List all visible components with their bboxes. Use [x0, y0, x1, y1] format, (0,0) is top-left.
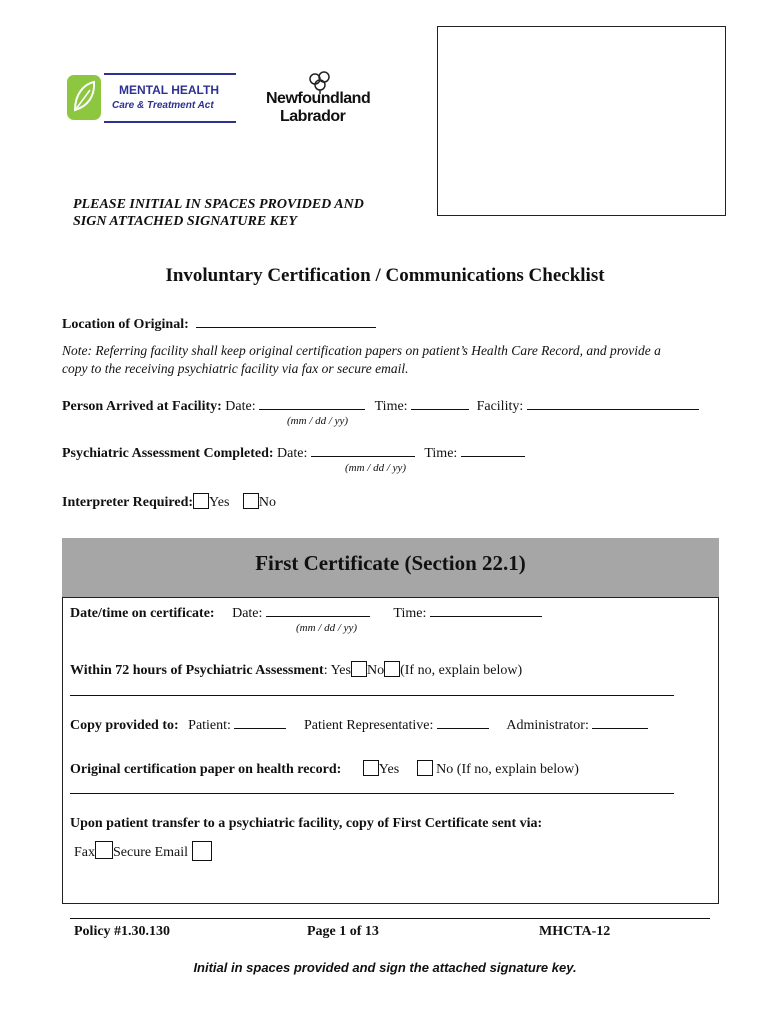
cert-date-field[interactable]: [266, 604, 370, 617]
patient-label-box: [437, 26, 726, 216]
interpreter-no-checkbox[interactable]: [243, 493, 259, 509]
footer-note: Initial in spaces provided and sign the attached signature key.: [193, 960, 577, 975]
within72-yes-label: Yes: [330, 663, 351, 678]
assessment-date-label: Date:: [277, 446, 308, 461]
location-row: [62, 315, 376, 333]
interpreter-no-label: No: [258, 495, 277, 510]
mhcta-logo-subtitle: Care & Treatment Act: [112, 100, 214, 111]
leaf-icon: [66, 72, 238, 124]
assessment-row: [62, 444, 525, 462]
assessment-time-field[interactable]: [461, 444, 525, 457]
interpreter-yes-label: Yes: [209, 495, 230, 510]
footer-policy: Policy #1.30.130: [74, 924, 171, 939]
original-explain: (If no, explain below): [456, 762, 579, 777]
copy-provided-row: [70, 716, 648, 734]
assessment-time-label: Time:: [424, 446, 458, 461]
copy-provided-label: Copy provided to:: [70, 718, 179, 733]
assessment-label: Psychiatric Assessment Completed:: [62, 446, 274, 461]
original-paper-label: Original certification paper on health record:: [70, 762, 342, 777]
arrived-time-label: Time:: [374, 399, 408, 414]
cert-date-format: (mm / dd / yy): [296, 622, 358, 634]
within72-yes-checkbox[interactable]: [351, 661, 367, 677]
copy-patient-rep-label: Patient Representative:: [303, 718, 434, 733]
note-line-2: copy to the receiving psychiatric facility via fax or secure email.: [62, 361, 409, 376]
copy-administrator-field[interactable]: [592, 716, 648, 729]
assessment-date-format: (mm / dd / yy): [345, 462, 407, 474]
cert-date-label: Date:: [232, 606, 263, 621]
location-label: Location of Original:: [62, 317, 189, 332]
footer-page-number: Page 1 of 13: [307, 924, 379, 939]
nl-logo-line2: Labrador: [280, 108, 346, 125]
arrived-label: Person Arrived at Facility:: [62, 399, 222, 414]
location-field[interactable]: [196, 315, 376, 328]
first-certificate-heading: First Certificate (Section 22.1): [255, 551, 526, 575]
interpreter-row: [62, 493, 276, 511]
original-no-checkbox[interactable]: [417, 760, 433, 776]
interpreter-label: Interpreter Required:: [62, 495, 194, 510]
footer-form-number: MHCTA-12: [539, 924, 611, 939]
secure-email-label: Secure Email: [113, 845, 189, 860]
within72-label: Within 72 hours of Psychiatric Assessment: [70, 663, 324, 678]
mhcta-logo: [66, 72, 238, 124]
arrived-row: [62, 397, 699, 415]
cert-time-label: Time:: [393, 606, 427, 621]
transfer-options-row: [74, 841, 212, 861]
transfer-label: Upon patient transfer to a psychiatric facility, copy of First Certificate sent via:: [70, 816, 543, 831]
original-explain-line[interactable]: [70, 793, 674, 794]
note-line-1: Note: Referring facility shall keep original certification papers on patient’s Health Care Record, and provide a: [62, 343, 661, 358]
cert-datetime-row: [70, 604, 542, 622]
original-yes-checkbox[interactable]: [363, 760, 379, 776]
original-yes-label: Yes: [378, 762, 400, 777]
assessment-date-field[interactable]: [311, 444, 415, 457]
fax-label: Fax: [74, 845, 95, 860]
instruction-line-2: SIGN ATTACHED SIGNATURE KEY: [73, 214, 297, 229]
copy-patient-rep-field[interactable]: [437, 716, 489, 729]
within72-row: [70, 661, 522, 679]
arrived-date-format: (mm / dd / yy): [287, 415, 349, 427]
copy-patient-label: Patient:: [188, 718, 231, 733]
copy-administrator-label: Administrator:: [506, 718, 589, 733]
original-no-label: No: [436, 762, 454, 777]
nl-logo: [266, 70, 376, 128]
cert-datetime-label: Date/time on certificate:: [70, 606, 215, 621]
secure-email-checkbox[interactable]: [192, 841, 212, 861]
within72-colon: :: [323, 663, 328, 678]
nl-logo-line1: Newfoundland: [266, 90, 371, 107]
arrived-facility-field[interactable]: [527, 397, 699, 410]
within72-explain: (If no, explain below): [400, 663, 523, 678]
arrived-facility-label: Facility:: [476, 399, 524, 414]
footer-divider: [70, 918, 710, 919]
mhcta-logo-title: MENTAL HEALTH: [119, 83, 219, 97]
interpreter-yes-checkbox[interactable]: [193, 493, 209, 509]
copy-patient-field[interactable]: [234, 716, 286, 729]
arrived-time-field[interactable]: [411, 397, 469, 410]
cert-time-field[interactable]: [430, 604, 542, 617]
page-title: Involuntary Certification / Communications Checklist: [165, 265, 605, 286]
within72-no-checkbox[interactable]: [384, 661, 400, 677]
arrived-date-label: Date:: [225, 399, 256, 414]
arrived-date-field[interactable]: [259, 397, 365, 410]
instruction-line-1: PLEASE INITIAL IN SPACES PROVIDED AND: [73, 197, 364, 212]
within72-explain-line[interactable]: [70, 695, 674, 696]
original-paper-row: [70, 760, 579, 778]
within72-no-label: No: [366, 663, 385, 678]
fax-checkbox[interactable]: [95, 841, 113, 859]
